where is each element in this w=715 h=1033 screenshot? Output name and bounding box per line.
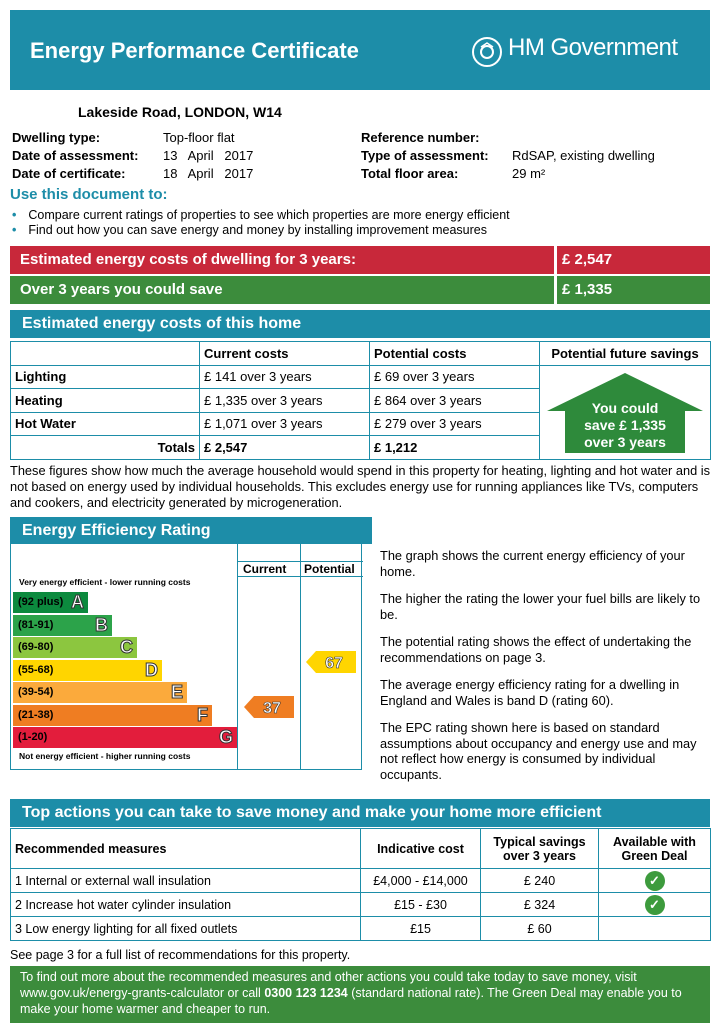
- rating-band-c: [13, 637, 137, 658]
- certificate-header: [10, 10, 710, 90]
- lighting-potential: £ 69 over 3 years: [370, 365, 540, 389]
- measure-saving: £ 60: [481, 917, 599, 941]
- rating-band-range: (92 plus): [18, 596, 64, 608]
- footer-phone: 0300 123 1234: [264, 986, 348, 1000]
- rating-chart: [10, 544, 362, 770]
- use-document-title: Use this document to:: [10, 186, 168, 203]
- reference-number-label: Reference number:: [361, 130, 480, 145]
- measure-name: 1 Internal or external wall insulation: [11, 869, 361, 893]
- lighting-current: £ 141 over 3 years: [200, 365, 370, 389]
- savings-line-2: save £ 1,335: [584, 417, 666, 433]
- table-row: [11, 917, 711, 941]
- rating-band-letter: E: [170, 682, 183, 702]
- hm-government-logo-text: HM Government: [508, 34, 678, 61]
- measure-cost: £15: [361, 917, 481, 941]
- rating-band-letter: C: [120, 637, 133, 657]
- costs-section-title: [10, 310, 710, 338]
- type-assessment-value: RdSAP, existing dwelling: [512, 148, 655, 163]
- col-green-deal: Available with Green Deal: [599, 829, 711, 869]
- potential-rating-value: 67: [325, 655, 343, 672]
- footer-text-post: (standard national rate). The Green Deal may enable you to make your home warmer and cheaper to run.: [20, 986, 682, 1016]
- date-certificate-label: Date of certificate:: [12, 166, 126, 181]
- dwelling-type-value: Top-floor flat: [163, 130, 235, 145]
- current-rating-value: 37: [263, 700, 281, 717]
- savings-cell: [540, 365, 711, 459]
- col-potential-costs: Potential costs: [370, 342, 540, 366]
- rating-paragraph: The potential rating shows the effect of undertaking the recommendations on page 3.: [380, 634, 692, 665]
- heating-current: £ 1,335 over 3 years: [200, 389, 370, 413]
- date-certificate-value: 18 April 2017: [163, 166, 254, 181]
- table-cell-empty: [11, 342, 200, 366]
- page-title: Energy Performance Certificate: [30, 38, 359, 63]
- col-typical-savings: Typical savings over 3 years: [481, 829, 599, 869]
- footer-info-box: [10, 966, 710, 1023]
- row-label-hot-water: Hot Water: [11, 412, 200, 436]
- totals-label: Totals: [11, 436, 200, 460]
- use-bullet-text: Compare current ratings of properties to see which properties are more energy efficient: [28, 208, 510, 222]
- savings-line-1: You could: [591, 400, 659, 416]
- rating-band-a: [13, 592, 88, 613]
- savings-house-icon: [545, 371, 705, 453]
- table-row: [11, 893, 711, 917]
- potential-rating-arrow: [306, 651, 356, 678]
- measure-name: 2 Increase hot water cylinder insulation: [11, 893, 361, 917]
- date-assessment-label: Date of assessment:: [12, 148, 139, 163]
- measure-saving: £ 324: [481, 893, 599, 917]
- use-bullet-2: [12, 223, 487, 237]
- chart-header-divider: [237, 576, 363, 577]
- rating-section-title: [10, 517, 372, 544]
- savings-line-3: over 3 years: [584, 434, 666, 450]
- bullet-dot-icon: •: [12, 223, 17, 237]
- measure-cost: £15 - £30: [361, 893, 481, 917]
- col-potential-savings: Potential future savings: [540, 342, 711, 366]
- scale-top-note: Very energy efficient - lower running costs: [19, 577, 191, 587]
- band-divider: [554, 276, 557, 304]
- rating-band-d: [13, 660, 162, 681]
- table-row: [11, 869, 711, 893]
- table-row: [11, 829, 711, 869]
- property-address: Lakeside Road, LONDON, W14: [78, 104, 282, 120]
- green-deal-cell: [599, 917, 711, 941]
- footer-text-pre: To find out more about the recommended measures and other actions you could take today to save money, visit www.gov.uk/energy-grants-calculator or call: [20, 970, 637, 1000]
- could-save-label: Over 3 years you could save: [20, 281, 223, 298]
- costs-note: These figures show how much the average household would spend in this property for heating, lighting and hot water and is not based on energy used by individual households. This excludes energy use for running appliances like TVs, computers and cookers, and electricity generated by microgeneration.: [10, 463, 710, 510]
- rating-band-letter: G: [218, 727, 233, 747]
- rating-band-range: (21-38): [18, 708, 54, 721]
- rating-paragraph: The EPC rating shown here is based on standard assumptions about occupancy and energy use and may not reflect how energy is consumed by individual occupants.: [380, 720, 697, 782]
- green-deal-cell: [599, 893, 711, 917]
- col-potential-header: Potential: [304, 562, 355, 576]
- scale-bottom-note: Not energy efficient - higher running costs: [19, 751, 191, 761]
- costs-table: [10, 341, 711, 460]
- chart-divider: [237, 544, 238, 770]
- col-current-header: Current: [243, 562, 287, 576]
- row-label-lighting: Lighting: [11, 365, 200, 389]
- total-potential: £ 1,212: [370, 436, 540, 460]
- recommendations-table: [10, 828, 711, 941]
- rating-band-range: (81-91): [18, 618, 54, 631]
- floor-area-label: Total floor area:: [361, 166, 459, 181]
- rating-band-range: (55-68): [18, 663, 54, 676]
- rating-band-f: [13, 705, 212, 726]
- chart-divider: [300, 544, 301, 770]
- green-deal-cell: [599, 869, 711, 893]
- estimated-costs-value: £ 2,547: [562, 251, 613, 268]
- measure-name: 3 Low energy lighting for all fixed outlets: [11, 917, 361, 941]
- rating-band-g: [13, 727, 237, 748]
- rating-band-range: (39-54): [18, 686, 54, 698]
- rating-band-letter: B: [95, 614, 108, 635]
- type-assessment-label: Type of assessment:: [361, 148, 489, 163]
- actions-section-title-text: Top actions you can take to save money and make your home more efficient: [22, 804, 602, 821]
- rating-paragraph: The average energy efficiency rating for a dwelling in England and Wales is band D (rating 60).: [380, 677, 680, 708]
- col-indicative-cost: Indicative cost: [361, 829, 481, 869]
- current-rating-arrow: [244, 696, 294, 723]
- use-bullet-1: [12, 208, 510, 222]
- estimated-costs-band: [10, 246, 710, 274]
- table-row: [11, 365, 711, 389]
- total-current: £ 2,547: [200, 436, 370, 460]
- dwelling-type-label: Dwelling type:: [12, 130, 101, 145]
- col-recommended-measures: Recommended measures: [11, 829, 361, 869]
- table-row: [11, 342, 711, 366]
- rating-band-range: (69-80): [18, 641, 54, 653]
- could-save-band: [10, 276, 710, 304]
- rating-band-range: (1-20): [18, 731, 48, 743]
- date-assessment-value: 13 April 2017: [163, 148, 254, 163]
- checkmark-icon: ✓: [645, 895, 665, 915]
- rating-paragraphs: [380, 548, 708, 782]
- rating-paragraph: The higher the rating the lower your fuel bills are likely to be.: [380, 591, 701, 622]
- rating-paragraph: The graph shows the current energy efficiency of your home.: [380, 548, 685, 579]
- row-label-heating: Heating: [11, 389, 200, 413]
- rating-band-letter: F: [197, 704, 208, 725]
- could-save-value: £ 1,335: [562, 281, 613, 298]
- use-bullet-text: Find out how you can save energy and money by installing improvement measures: [28, 223, 487, 237]
- royal-crest-icon: [472, 37, 502, 67]
- actions-section-title: [10, 799, 710, 827]
- col-current-costs: Current costs: [200, 342, 370, 366]
- measure-cost: £4,000 - £14,000: [361, 869, 481, 893]
- floor-area-value: 29 m²: [512, 166, 546, 181]
- bullet-dot-icon: •: [12, 208, 17, 222]
- rating-band-letter: A: [71, 592, 84, 612]
- measure-saving: £ 240: [481, 869, 599, 893]
- rating-section-title-text: Energy Efficiency Rating: [22, 522, 211, 539]
- hot-water-potential: £ 279 over 3 years: [370, 412, 540, 436]
- band-divider: [554, 246, 557, 274]
- see-page-note: See page 3 for a full list of recommendations for this property.: [10, 948, 351, 962]
- rating-band-letter: D: [145, 659, 158, 680]
- rating-band-b: [13, 615, 112, 636]
- checkmark-icon: ✓: [645, 871, 665, 891]
- hot-water-current: £ 1,071 over 3 years: [200, 412, 370, 436]
- estimated-costs-label: Estimated energy costs of dwelling for 3 years:: [20, 251, 356, 268]
- costs-section-title-text: Estimated energy costs of this home: [22, 315, 302, 332]
- rating-band-e: [13, 682, 187, 703]
- heating-potential: £ 864 over 3 years: [370, 389, 540, 413]
